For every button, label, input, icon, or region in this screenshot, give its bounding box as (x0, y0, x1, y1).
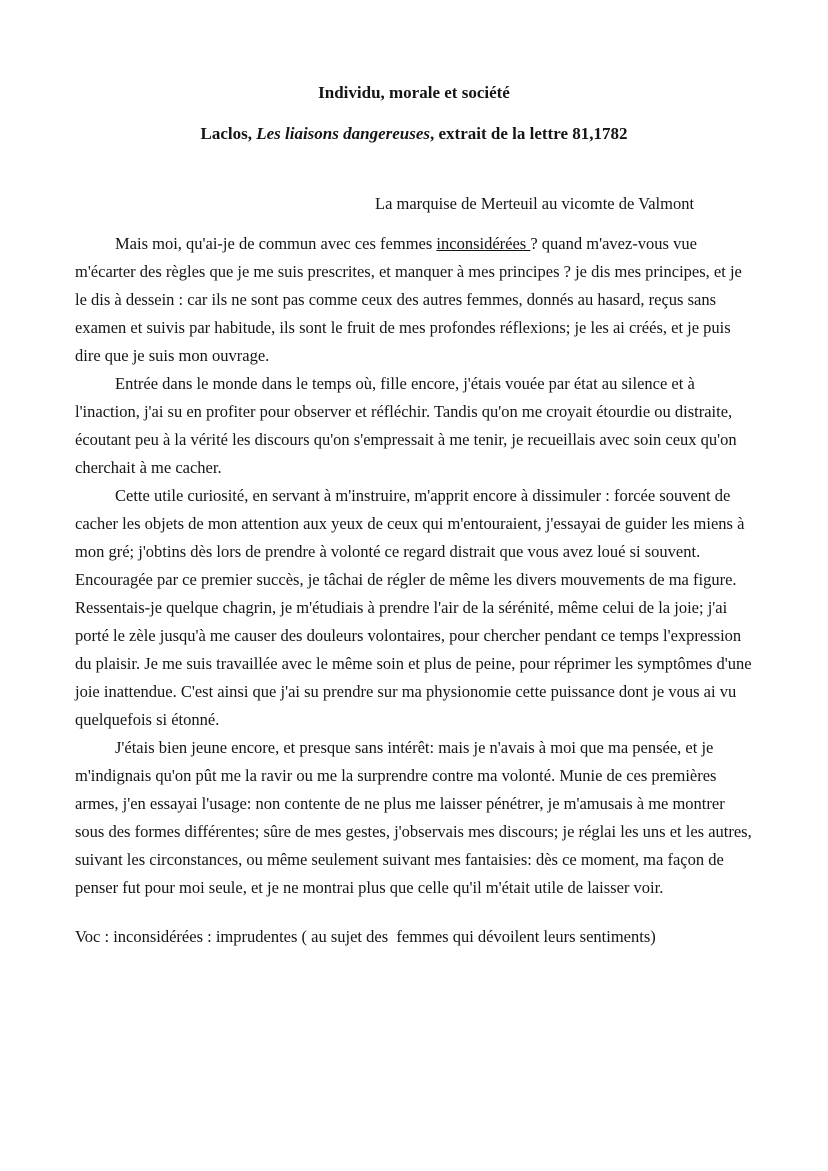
paragraph-4: J'étais bien jeune encore, et presque sans intérêt: mais je n'avais à moi que ma pensée, et je m'indignais qu'on pût me la ravir ou me la surprendre contre ma volonté. Munie de ces premières armes, j'en essayai l'usage: non contente de ne plus me laisser pénétrer, je m'amusais à me montrer sous des formes différentes; sûre de mes gestes, j'observais mes discours; je réglai les uns et les autres, suivant les circonstances, ou même seulement suivant mes fantaisies: dès ce moment, ma façon de penser fut pour moi seule, et je ne montrai plus que celle qu'il m'était utile de laisser voir. (75, 738, 752, 897)
byline: La marquise de Merteuil au vicomte de Valmont (375, 194, 695, 213)
page-subtitle (75, 123, 753, 145)
paragraph-1-lead: Mais moi, qu'ai-je de commun avec ces femmes (115, 234, 437, 253)
paragraph-3: Cette utile curiosité, en servant à m'instruire, m'apprit encore à dissimuler : forcée souvent de cacher les objets de mon attention aux yeux de ceux qui m'entouraient, j'essayai de guider les miens à mon gré; j'obtins dès lors de prendre à volonté ce regard distrait que vous avez loué si souvent. Encouragée par ce premier succès, je tâchai de régler de même les divers mouvements de ma figure. Ressentais-je quelque chagrin, je m'étudiais à prendre l'air de la sérénité, même celui de la joie; j'ai porté le zèle jusqu'à me causer des douleurs volontaires, pour chercher pendant ce temps l'expression du plaisir. Je me suis travaillée avec le même soin et plus de peine, pour réprimer les symptômes d'une joie inattendue. C'est ainsi que j'ai su prendre sur ma physionomie cette puissance dont je vous ai vu quelquefois si étonné. (75, 486, 752, 729)
paragraph-1 (75, 230, 753, 370)
subtitle-author: Laclos, (200, 124, 257, 143)
underlined-term: inconsidérées (436, 234, 531, 253)
subtitle-work-title: Les liaisons dangereuses (256, 124, 431, 143)
page-title: Individu, morale et société (318, 83, 510, 102)
paragraph-1-rest: ? quand m'avez-vous vue m'écarter des règles que je me suis prescrites, et manquer à mes principes ? je dis mes principes, et je le dis à dessein : car ils ne sont pas comme ceux des autres femmes, donnés au hasard, reçus sans examen et suivis par habitude, ils sont le fruit de mes profondes réflexions; je les ai créés, et je puis dire que je suis mon ouvrage. (75, 234, 742, 365)
subtitle-rest: , extrait de la lettre 81,1782 (430, 124, 628, 143)
letter-body (75, 230, 753, 902)
paragraph-2: Entrée dans le monde dans le temps où, fille encore, j'étais vouée par état au silence et à l'inaction, j'ai su en profiter pour observer et réfléchir. Tandis qu'on me croyait étourdie ou distraite, écoutant peu à la vérité les discours qu'on s'empressait à me tenir, je recueillais avec soin ceux qu'on cherchait à me cacher. (75, 374, 737, 477)
vocab-note: Voc : inconsidérées : imprudentes ( au sujet des femmes qui dévoilent leurs sentiments) (75, 927, 656, 946)
